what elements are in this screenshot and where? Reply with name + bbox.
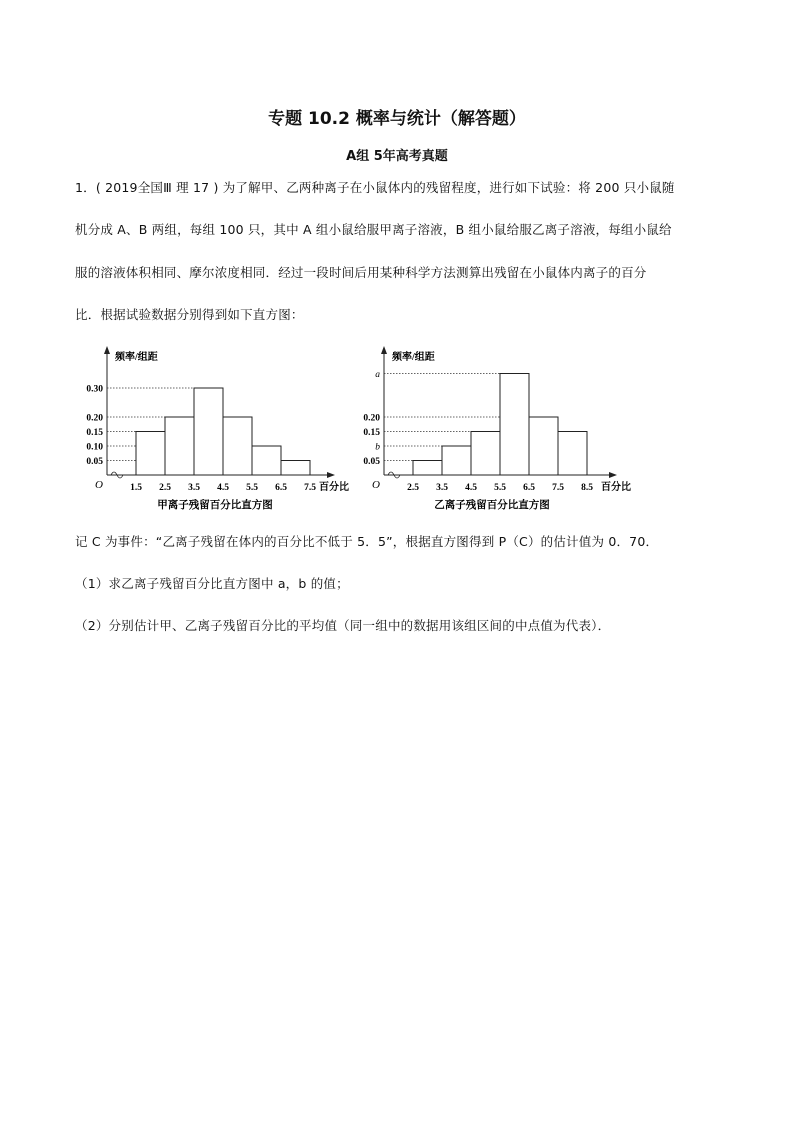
y-tick-label: b [375,442,380,453]
chart-title: 甲离子残留百分比直方图 [157,500,273,511]
y-tick-label: 0.15 [86,428,103,438]
histogram-bar [194,388,223,475]
x-axis-label: 百分比 [319,482,349,493]
x-tick-label: 4.5 [217,483,229,493]
histogram-bar [413,461,442,476]
x-tick-label: 7.5 [304,483,316,493]
x-tick-label: 3.5 [188,483,200,493]
x-tick-label: 6.5 [275,483,287,493]
question-1: （1）求乙离子残留百分比直方图中 a，b 的值； [75,576,349,591]
y-tick-label: 0.05 [363,457,380,467]
x-tick-label: 1.5 [130,483,142,493]
histogram-bar [471,432,500,476]
y-tick-label: 0.10 [86,442,103,453]
histogram-bar [281,461,310,476]
histogram-jia-svg [85,338,355,513]
x-axis-label: 百分比 [601,482,631,493]
x-axis-arrow [327,472,335,478]
y-axis-label: 频率/组距 [392,352,435,363]
origin-label: O [372,479,380,491]
page-title: 专题 10.2 概率与统计（解答题） [268,109,526,129]
histogram-bar [252,446,281,475]
x-tick-label: 7.5 [552,483,564,493]
y-tick-label: 0.20 [86,413,103,424]
x-tick-label: 5.5 [246,483,258,493]
histogram-bar [529,417,558,475]
problem-line-3: 服的溶液体积相同、摩尔浓度相同．经过一段时间后用某种科学方法测算出残留在小鼠体内离子的百分 [75,265,647,280]
x-tick-label: 2.5 [407,483,419,493]
histogram-yi [362,338,637,517]
chart-title: 乙离子残留百分比直方图 [434,500,550,511]
y-tick-label: 0.15 [363,428,380,438]
problem-line-2: 机分成 A、B 两组，每组 100 只，其中 A 组小鼠给服甲离子溶液，B 组小鼠给服乙离子溶液，每组小鼠给 [75,222,672,237]
histogram-jia [85,338,355,517]
x-tick-label: 6.5 [523,483,535,493]
x-tick-label: 8.5 [581,483,593,493]
y-tick-label: 0.30 [86,384,103,395]
histogram-yi-svg [362,338,637,513]
histogram-bar [223,417,252,475]
problem-line-4: 比．根据试验数据分别得到如下直方图： [75,307,304,322]
x-axis-arrow [609,472,617,478]
histogram-bar [165,417,194,475]
y-tick-label: 0.05 [86,457,103,467]
y-axis-arrow [381,346,387,354]
x-tick-label: 4.5 [465,483,477,493]
problem-line-1: 1．( 2019全国Ⅲ 理 17 ) 为了解甲、乙两种离子在小鼠体内的残留程度，进行如下试验：将 200 只小鼠随 [75,180,675,195]
histogram-bar [558,432,587,476]
question-2: （2）分别估计甲、乙离子残留百分比的平均值（同一组中的数据用该组区间的中点值为代表）． [75,618,611,633]
x-tick-label: 2.5 [159,483,171,493]
y-tick-label: a [375,370,380,380]
section-subtitle: A组 5年高考真题 [346,149,448,164]
y-axis-arrow [104,346,110,354]
x-tick-label: 5.5 [494,483,506,493]
histogram-bar [136,432,165,476]
origin-label: O [95,479,103,491]
y-axis-label: 频率/组距 [115,352,158,363]
x-tick-label: 3.5 [436,483,448,493]
histogram-bar [442,446,471,475]
y-tick-label: 0.20 [363,413,380,424]
event-statement: 记 C 为事件：“乙离子残留在体内的百分比不低于 5．5”，根据直方图得到 P（C）的估计值为 0．70． [75,534,659,549]
histogram-bar [500,374,529,476]
